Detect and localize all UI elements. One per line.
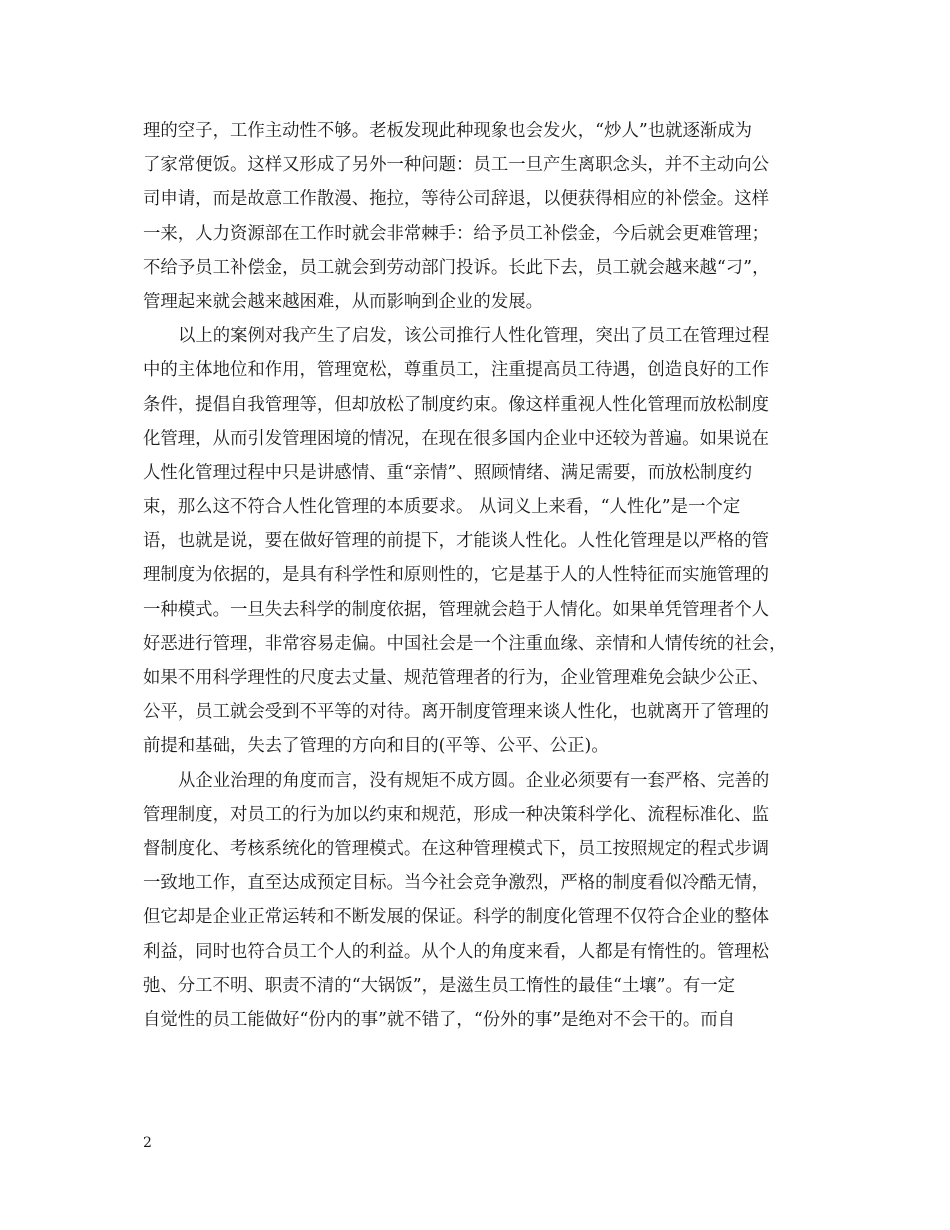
text-line: 中的主体地位和作用，管理宽松，尊重员工，注重提高员工待遇，创造良好的工作	[143, 360, 770, 381]
page-number: 2	[143, 1135, 152, 1151]
text-line: 理制度为依据的，是具有科学性和原则性的，它是基于人的人性特征而实施管理的	[143, 565, 770, 586]
text-line: 但它却是企业正常运转和不断发展的保证。科学的制度化管理不仅符合企业的整体	[143, 907, 770, 928]
text-line: 了家常便饭。这样又形成了另外一种问题：员工一旦产生离职念头，并不主动向公	[143, 155, 770, 176]
text-line: 公平，员工就会受到不平等的对待。离开制度管理来谈人性化，也就离开了管理的	[143, 702, 770, 723]
text-line: 人性化管理过程中只是讲感情、重“亲情”、照顾情绪、满足需要，而放松制度约	[143, 462, 753, 483]
text-line: 从企业治理的角度而言，没有规矩不成方圆。企业必须要有一套严格、完善的	[178, 770, 770, 791]
document-body	[143, 114, 823, 1037]
text-line: 前提和基础，失去了管理的方向和目的(平等、公平、公正)。	[143, 736, 609, 757]
text-line: 以上的案例对我产生了启发，该公司推行人性化管理，突出了员工在管理过程	[178, 326, 770, 347]
text-line: 一致地工作，直至达成预定目标。当今社会竞争激烈，严格的制度看似冷酷无情，	[143, 873, 770, 894]
text-line: 管理起来就会越来越困难，从而影响到企业的发展。	[143, 291, 543, 312]
text-line: 不给予员工补偿金，员工就会到劳动部门投诉。长此下去，员工就会越来越“刁”，	[143, 257, 770, 278]
text-line: 束，那么这不符合人性化管理的本质要求。 从词义上来看，“人性化”是一个定	[143, 497, 741, 518]
text-line: 语，也就是说，要在做好管理的前提下，才能谈人性化。人性化管理是以严格的管	[143, 531, 770, 552]
text-line: 自觉性的员工能做好“份内的事”就不错了，“份外的事”是绝对不会干的。而自	[143, 1009, 736, 1030]
text-line: 弛、分工不明、职责不清的“大锅饭”，是滋生员工惰性的最佳“土壤”。有一定	[143, 975, 736, 996]
text-line: 一种模式。一旦失去科学的制度依据，管理就会趋于人情化。如果单凭管理者个人	[143, 599, 770, 620]
text-line: 好恶进行管理，非常容易走偏。中国社会是一个注重血缘、亲情和人情传统的社会，	[143, 633, 787, 654]
text-line: 一来，人力资源部在工作时就会非常棘手：给予员工补偿金，今后就会更难管理；	[143, 223, 770, 244]
text-line: 管理制度，对员工的行为加以约束和规范，形成一种决策科学化、流程标准化、监	[143, 804, 770, 825]
text-line: 如果不用科学理性的尺度去丈量、规范管理者的行为，企业管理难免会缺少公正、	[143, 668, 770, 688]
text-line: 化管理，从而引发管理困境的情况，在现在很多国内企业中还较为普遍。如果说在	[143, 428, 770, 449]
text-line: 理的空子，工作主动性不够。老板发现此种现象也会发火，“炒人”也就逐渐成为	[143, 121, 753, 141]
text-line: 条件，提倡自我管理等，但却放松了制度约束。像这样重视人性化管理而放松制度	[143, 394, 770, 415]
text-line: 督制度化、考核系统化的管理模式。在这种管理模式下，员工按照规定的程式步调	[143, 838, 770, 859]
text-line: 利益，同时也符合员工个人的利益。从个人的角度来看，人都是有惰性的。管理松	[143, 941, 770, 962]
text-line: 司申请，而是故意工作散漫、拖拉，等待公司辞退，以便获得相应的补偿金。这样	[143, 189, 770, 210]
